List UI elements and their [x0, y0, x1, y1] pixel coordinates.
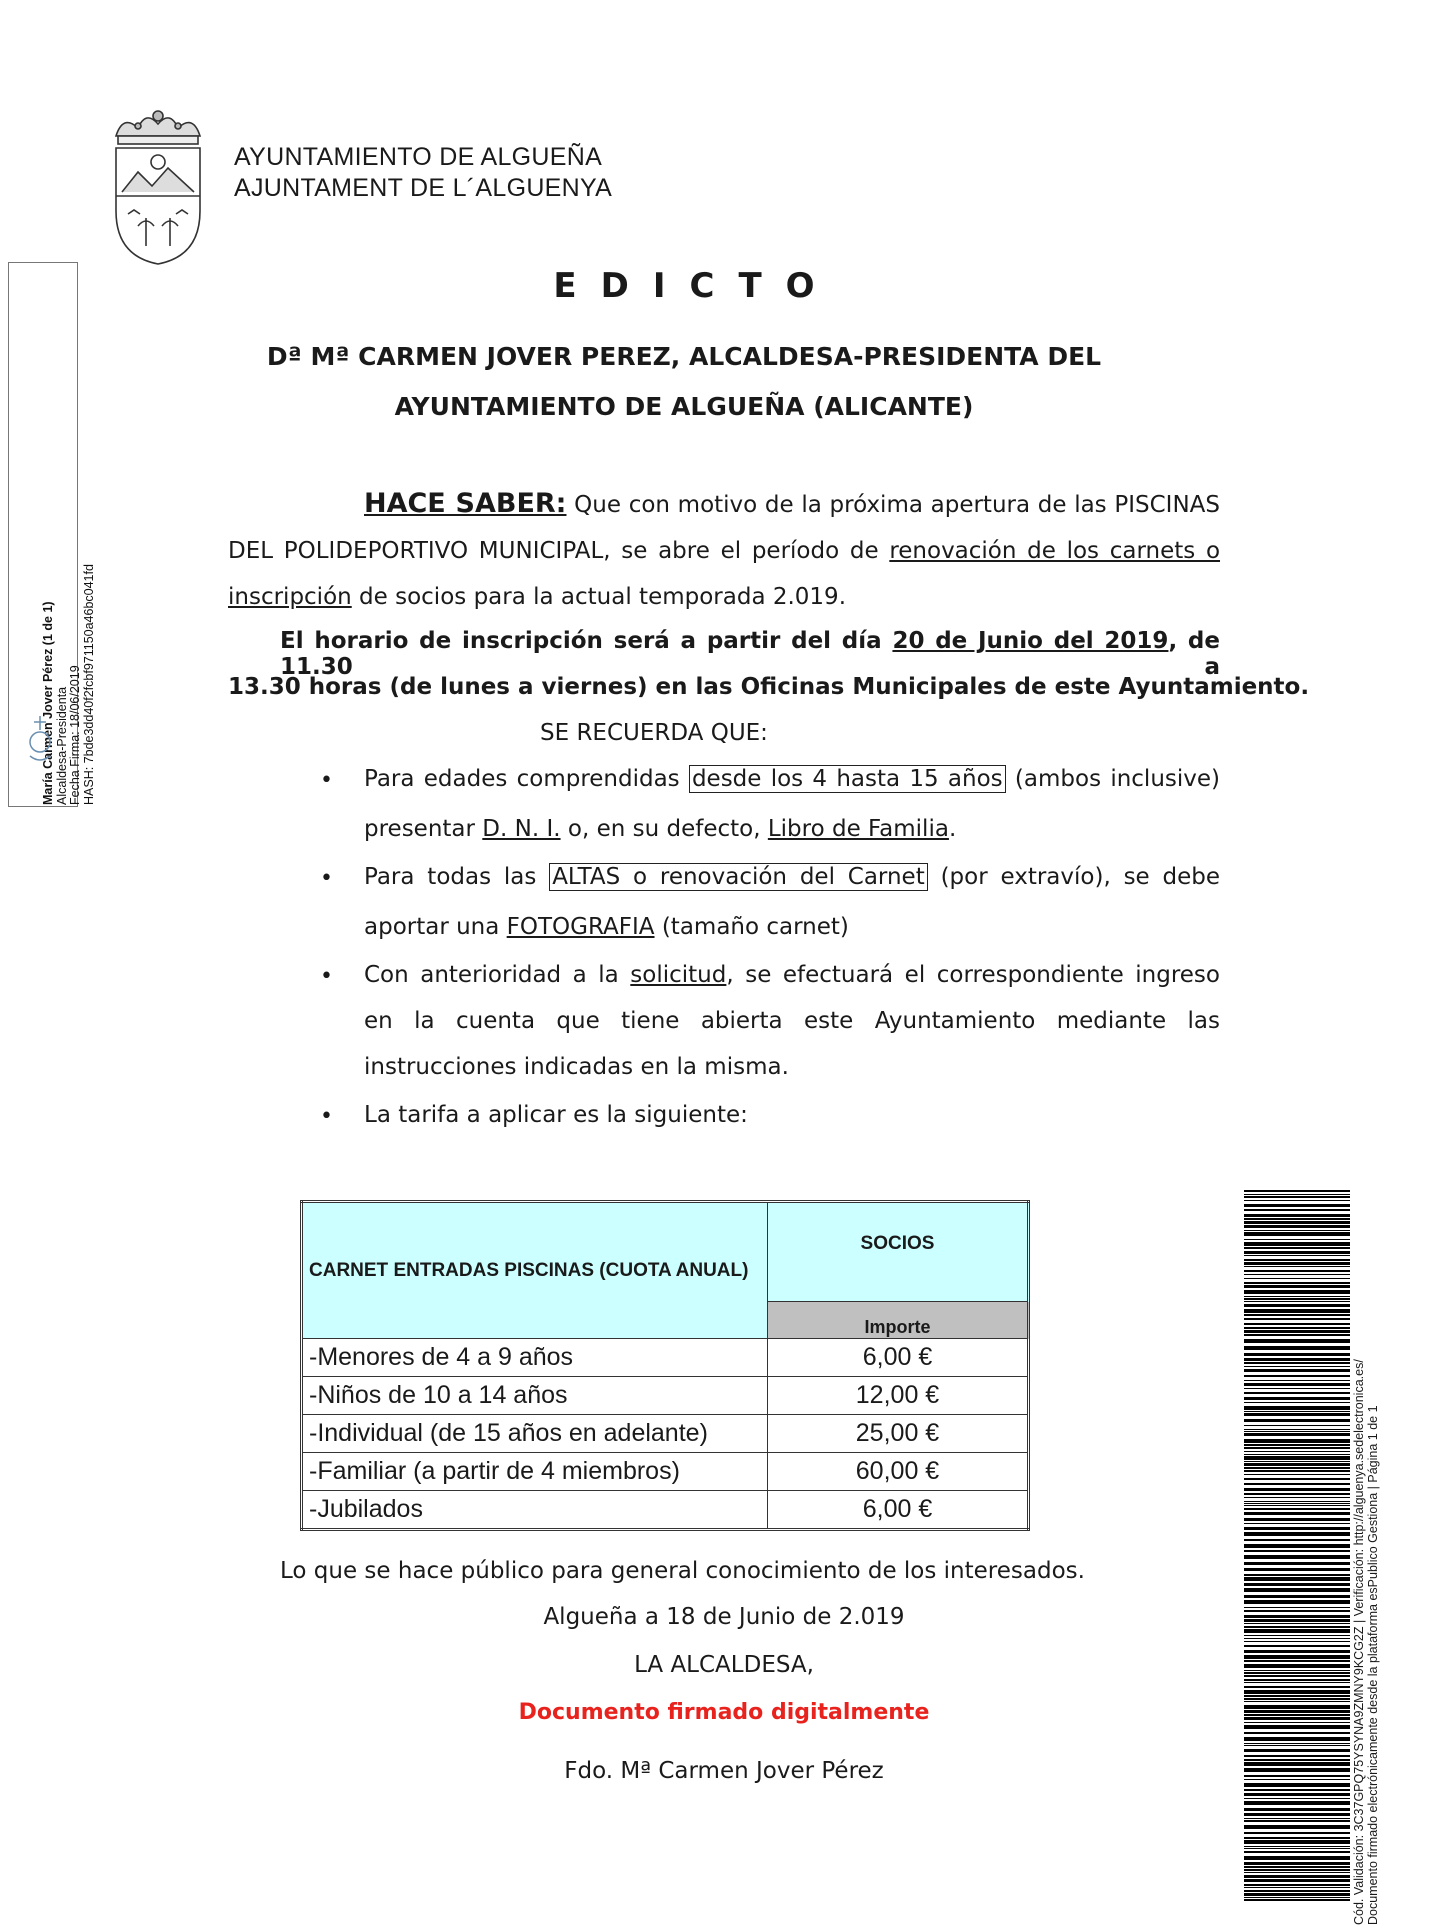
fee-amount: 6,00 €	[768, 1339, 1029, 1377]
signature-signer: María Carmen Jover Pérez (1 de 1)	[41, 601, 55, 805]
fee-table-header-left: CARNET ENTRADAS PISCINAS (CUOTA ANUAL)	[302, 1202, 768, 1339]
verification-platform: Documento firmado electrónicamente desde la plataforma esPublico Gestiona | Página 1 de 1	[1366, 1405, 1380, 1925]
paragraph-2-line-1	[280, 628, 1220, 680]
table-row	[302, 1377, 1029, 1415]
fee-label: -Familiar (a partir de 4 miembros)	[302, 1453, 768, 1491]
fee-amount: 60,00 €	[768, 1453, 1029, 1491]
table-row	[302, 1339, 1029, 1377]
table-row	[302, 1415, 1029, 1453]
signature-role: Alcaldesa-Presidenta	[54, 686, 69, 805]
bullet-3-line-1	[364, 962, 1220, 988]
paragraph-2-line-2: 13.30 horas (de lunes a viernes) en las Oficinas Municipales de este Ayuntamiento.	[228, 674, 1310, 700]
paragraph-2-text-1a: El horario de inscripción será a partir del día	[280, 628, 882, 654]
bullet-2-altas: ALTAS o renovación del Carnet	[549, 863, 928, 891]
paragraph-2-date: 20 de Junio del 2019	[892, 628, 1169, 654]
paragraph-1-line-1	[364, 488, 1220, 519]
bullet-1-text-b: (ambos inclusive)	[1014, 766, 1221, 792]
bullet-2-text-a: Para todas las	[364, 864, 537, 890]
place-date: Algueña a 18 de Junio de 2.019	[543, 1604, 905, 1630]
bullet-1-text-c: presentar	[364, 816, 475, 842]
organization-name: AYUNTAMIENTO DE ALGUEÑA	[234, 143, 603, 171]
paragraph-1-text-2b: renovación de los carnets o	[889, 538, 1221, 564]
digital-signature-note: Documento firmado digitalmente	[518, 1700, 930, 1725]
paragraph-1-text-2a: DEL POLIDEPORTIVO MUNICIPAL, se abre el período de	[228, 538, 879, 564]
fee-label: -Menores de 4 a 9 años	[302, 1339, 768, 1377]
bullet-1-line-2	[364, 816, 1220, 842]
bullet-1-text-a: Para edades comprendidas	[364, 766, 680, 792]
bullet-2-line-2	[364, 914, 1220, 940]
municipal-crest-icon	[108, 106, 208, 266]
fee-amount: 6,00 €	[768, 1491, 1029, 1530]
bullet-2-text-d: (tamaño carnet)	[661, 914, 849, 940]
bullet-2-foto: FOTOGRAFIA	[506, 914, 655, 940]
fee-amount: 25,00 €	[768, 1415, 1029, 1453]
fee-amount: 12,00 €	[768, 1377, 1029, 1415]
bullet-3-line-3: instrucciones indicadas en la misma.	[364, 1054, 789, 1080]
signature-hash: HASH: 7bde3dd40f2fcbf971150a46bc041fd	[81, 564, 96, 805]
bullet-1-age-range: desde los 4 hasta 15 años	[689, 765, 1006, 793]
signature-stamp-icon	[20, 708, 60, 768]
table-row	[302, 1453, 1029, 1491]
paragraph-1-line-2	[228, 538, 1220, 564]
fee-label: -Niños de 10 a 14 años	[302, 1377, 768, 1415]
bullet-1-libro: Libro de Familia	[767, 816, 949, 842]
bullet-dot: •	[320, 1104, 333, 1129]
reminder-heading: SE RECUERDA QUE:	[540, 720, 768, 746]
bullet-2-text-b: (por extravío), se debe	[940, 864, 1221, 890]
fee-table	[300, 1200, 1030, 1531]
bullet-3-text-a: Con anterioridad a la	[364, 962, 619, 988]
bullet-dot: •	[320, 866, 333, 891]
fee-table-header-right: SOCIOS	[768, 1202, 1029, 1302]
paragraph-1-text-1: Que con motivo de la próxima apertura de las PISCINAS	[574, 492, 1220, 518]
paragraph-2-text-1c: , de 11.30 a	[280, 628, 1220, 680]
fee-label: -Jubilados	[302, 1491, 768, 1530]
bullet-dot: •	[320, 768, 333, 793]
signature-date: Fecha Firma: 18/06/2019	[68, 665, 82, 805]
headline-line-1: Dª Mª CARMEN JOVER PEREZ, ALCALDESA-PRESIDENTA DEL	[266, 342, 1102, 371]
bullet-1-period: .	[948, 816, 957, 842]
bullet-2-text-c: aportar una	[364, 914, 500, 940]
closing-statement: Lo que se hace público para general conocimiento de los interesados.	[280, 1558, 1085, 1584]
table-row	[302, 1491, 1029, 1530]
bullet-3-line-2: en la cuenta que tiene abierta este Ayuntamiento mediante las	[364, 1008, 1220, 1034]
document-title: EDICTO	[553, 266, 839, 306]
bullet-1-text-d: o, en su defecto,	[567, 816, 761, 842]
verification-strip	[1352, 925, 1408, 1925]
headline-line-2: AYUNTAMIENTO DE ALGUEÑA (ALICANTE)	[394, 392, 974, 421]
bullet-3-text-b: , se efectuará el correspondiente ingreso	[726, 962, 1220, 988]
organization-name-valencian: AJUNTAMENT DE L´ALGUENYA	[234, 174, 613, 202]
paragraph-1-text-3b: de socios para la actual temporada 2.019.	[359, 584, 846, 610]
fee-label: -Individual (de 15 años en adelante)	[302, 1415, 768, 1453]
signer-name: Fdo. Mª Carmen Jover Pérez	[564, 1758, 884, 1784]
bullet-3-solicitud: solicitud	[630, 962, 727, 988]
bullet-2-line-1	[364, 864, 1220, 890]
barcode-icon	[1242, 1188, 1352, 1908]
bullet-dot: •	[320, 964, 333, 989]
fee-table-subheader: Importe	[768, 1302, 1029, 1339]
paragraph-1-text-3a: inscripción	[228, 584, 352, 610]
bullet-4: La tarifa a aplicar es la siguiente:	[364, 1102, 748, 1128]
paragraph-1-line-3	[228, 584, 846, 610]
bullet-1-dni: D. N. I.	[482, 816, 561, 842]
hace-saber-lead: HACE SABER:	[364, 488, 567, 519]
bullet-1-line-1	[364, 766, 1220, 792]
verification-code: Cód. Validación: 3C37GPQ75YSYNA9ZMNY9KCG2Z | Verificación: http://alguenya.sedelectronica.es/	[1352, 1359, 1366, 1925]
signer-role: LA ALCALDESA,	[634, 1652, 814, 1678]
